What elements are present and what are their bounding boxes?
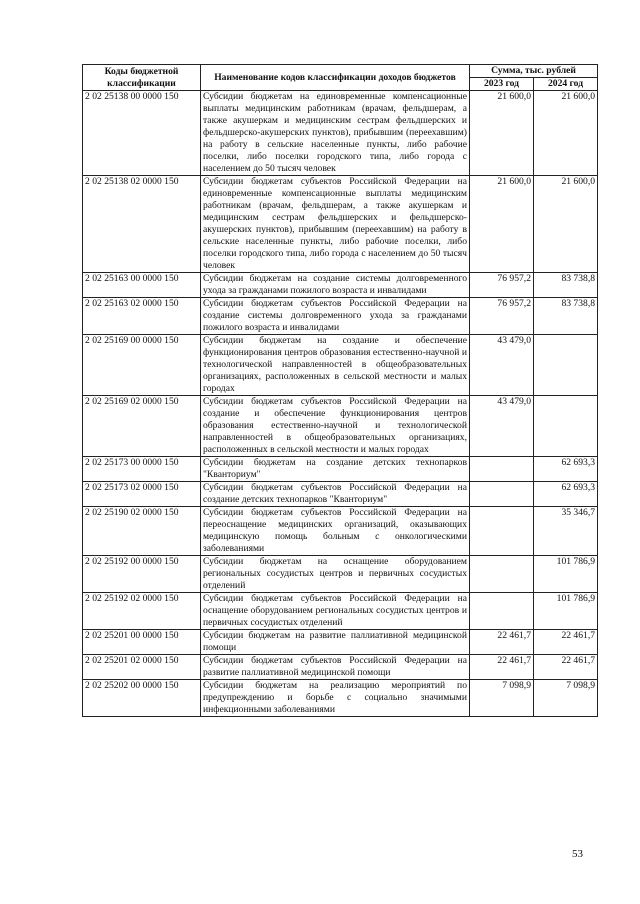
classification-name-cell: Субсидии бюджетам на создание системы долговременного ухода за гражданами пожилого возраста и инвалидами xyxy=(201,273,470,298)
budget-code-cell: 2 02 25138 00 0000 150 xyxy=(83,91,201,176)
header-name: Наименование кодов классификации доходов бюджетов xyxy=(201,65,470,91)
budget-code-cell: 2 02 25190 02 0000 150 xyxy=(83,507,201,556)
page-number: 53 xyxy=(572,848,583,860)
amount-2023-cell xyxy=(470,482,534,507)
classification-name-cell: Субсидии бюджетам субъектов Российской Федерации на создание системы долговременного ухода за гражданами пожилого возраста и инвалидами xyxy=(201,298,470,335)
classification-name-cell: Субсидии бюджетам на единовременные компенсационные выплаты медицинским работникам (врачам, фельдшерам, а также акушеркам и медицинским сестрам фельдшерских и фельдшерско-акушерских пунктов), прибывшим (переехавшим) на работу в сельские населенные пункты, либо рабочие поселки, либо поселки городского типа, либо города с населением до 50 тысяч человек xyxy=(201,91,470,176)
budget-code-cell: 2 02 25169 00 0000 150 xyxy=(83,335,201,396)
table-row xyxy=(83,482,598,507)
amount-2024-cell: 21 600,0 xyxy=(534,91,598,176)
classification-name-cell: Субсидии бюджетам субъектов Российской Федерации на создание детских технопарков "Кванториум" xyxy=(201,482,470,507)
amount-2023-cell: 21 600,0 xyxy=(470,176,534,273)
amount-2023-cell xyxy=(470,507,534,556)
amount-2023-cell: 22 461,7 xyxy=(470,630,534,655)
amount-2024-cell: 21 600,0 xyxy=(534,176,598,273)
table-body xyxy=(83,91,598,717)
amount-2024-cell xyxy=(534,396,598,457)
header-sum: Сумма, тыс. рублей xyxy=(470,65,598,78)
budget-code-cell: 2 02 25192 00 0000 150 xyxy=(83,556,201,593)
header-year-2024: 2024 год xyxy=(534,78,598,91)
budget-code-cell: 2 02 25173 00 0000 150 xyxy=(83,457,201,482)
budget-code-cell: 2 02 25138 02 0000 150 xyxy=(83,176,201,273)
header-codes: Коды бюджетной классификации xyxy=(83,65,201,91)
table-row xyxy=(83,655,598,680)
amount-2024-cell: 101 786,9 xyxy=(534,556,598,593)
table-row xyxy=(83,593,598,630)
amount-2024-cell: 22 461,7 xyxy=(534,655,598,680)
amount-2024-cell: 83 738,8 xyxy=(534,273,598,298)
table-row xyxy=(83,630,598,655)
classification-name-cell: Субсидии бюджетам на создание и обеспечение функционирования центров образования естественно-научной и технологической направленностей в общеобразовательных организациях, расположенных в сельской местности и малых городах xyxy=(201,335,470,396)
classification-name-cell: Субсидии бюджетам субъектов Российской Федерации на создание и обеспечение функционирования центров образования естественно-научной и технологической направленностей в общеобразовательных организациях, расположенных в сельской местности и малых городах xyxy=(201,396,470,457)
table-row xyxy=(83,680,598,717)
amount-2024-cell xyxy=(534,335,598,396)
amount-2023-cell: 76 957,2 xyxy=(470,298,534,335)
amount-2023-cell xyxy=(470,457,534,482)
table-row xyxy=(83,507,598,556)
header-year-2023: 2023 год xyxy=(470,78,534,91)
table-row xyxy=(83,556,598,593)
budget-revenue-table xyxy=(82,64,598,717)
amount-2024-cell: 62 693,3 xyxy=(534,482,598,507)
table-row xyxy=(83,91,598,176)
amount-2023-cell: 21 600,0 xyxy=(470,91,534,176)
amount-2023-cell: 7 098,9 xyxy=(470,680,534,717)
classification-name-cell: Субсидии бюджетам на оснащение оборудованием региональных сосудистых центров и первичных сосудистых отделений xyxy=(201,556,470,593)
budget-code-cell: 2 02 25169 02 0000 150 xyxy=(83,396,201,457)
table-row xyxy=(83,457,598,482)
budget-code-cell: 2 02 25163 02 0000 150 xyxy=(83,298,201,335)
amount-2024-cell: 101 786,9 xyxy=(534,593,598,630)
classification-name-cell: Субсидии бюджетам субъектов Российской Федерации на развитие паллиативной медицинской помощи xyxy=(201,655,470,680)
classification-name-cell: Субсидии бюджетам на создание детских технопарков "Кванториум" xyxy=(201,457,470,482)
classification-name-cell: Субсидии бюджетам на реализацию мероприятий по предупреждению и борьбе с социально значимыми инфекционными заболеваниями xyxy=(201,680,470,717)
amount-2023-cell: 22 461,7 xyxy=(470,655,534,680)
table-row xyxy=(83,176,598,273)
budget-code-cell: 2 02 25202 00 0000 150 xyxy=(83,680,201,717)
budget-code-cell: 2 02 25163 00 0000 150 xyxy=(83,273,201,298)
amount-2024-cell: 62 693,3 xyxy=(534,457,598,482)
amount-2023-cell: 76 957,2 xyxy=(470,273,534,298)
table-row xyxy=(83,273,598,298)
amount-2023-cell: 43 479,0 xyxy=(470,396,534,457)
classification-name-cell: Субсидии бюджетам на развитие паллиативной медицинской помощи xyxy=(201,630,470,655)
classification-name-cell: Субсидии бюджетам субъектов Российской Федерации на единовременные компенсационные выплаты медицинским работникам (врачам, фельдшерам, а также акушеркам и медицинским сестрам фельдшерских и фельдшерско-акушерских пунктов), прибывшим (переехавшим) на работу в сельские населенные пункты, либо рабочие поселки, либо поселки городского типа, либо города с населением до 50 тысяч человек xyxy=(201,176,470,273)
budget-code-cell: 2 02 25192 02 0000 150 xyxy=(83,593,201,630)
classification-name-cell: Субсидии бюджетам субъектов Российской Федерации на переоснащение медицинских организаций, оказывающих медицинскую помощь больным с онкологическими заболеваниями xyxy=(201,507,470,556)
table-row xyxy=(83,335,598,396)
budget-code-cell: 2 02 25201 02 0000 150 xyxy=(83,655,201,680)
amount-2023-cell: 43 479,0 xyxy=(470,335,534,396)
amount-2024-cell: 35 346,7 xyxy=(534,507,598,556)
amount-2024-cell: 7 098,9 xyxy=(534,680,598,717)
table-row xyxy=(83,298,598,335)
budget-code-cell: 2 02 25173 02 0000 150 xyxy=(83,482,201,507)
amount-2024-cell: 22 461,7 xyxy=(534,630,598,655)
table-row xyxy=(83,396,598,457)
classification-name-cell: Субсидии бюджетам субъектов Российской Федерации на оснащение оборудованием региональных сосудистых центров и первичных сосудистых отделений xyxy=(201,593,470,630)
amount-2024-cell: 83 738,8 xyxy=(534,298,598,335)
amount-2023-cell xyxy=(470,593,534,630)
budget-code-cell: 2 02 25201 00 0000 150 xyxy=(83,630,201,655)
amount-2023-cell xyxy=(470,556,534,593)
